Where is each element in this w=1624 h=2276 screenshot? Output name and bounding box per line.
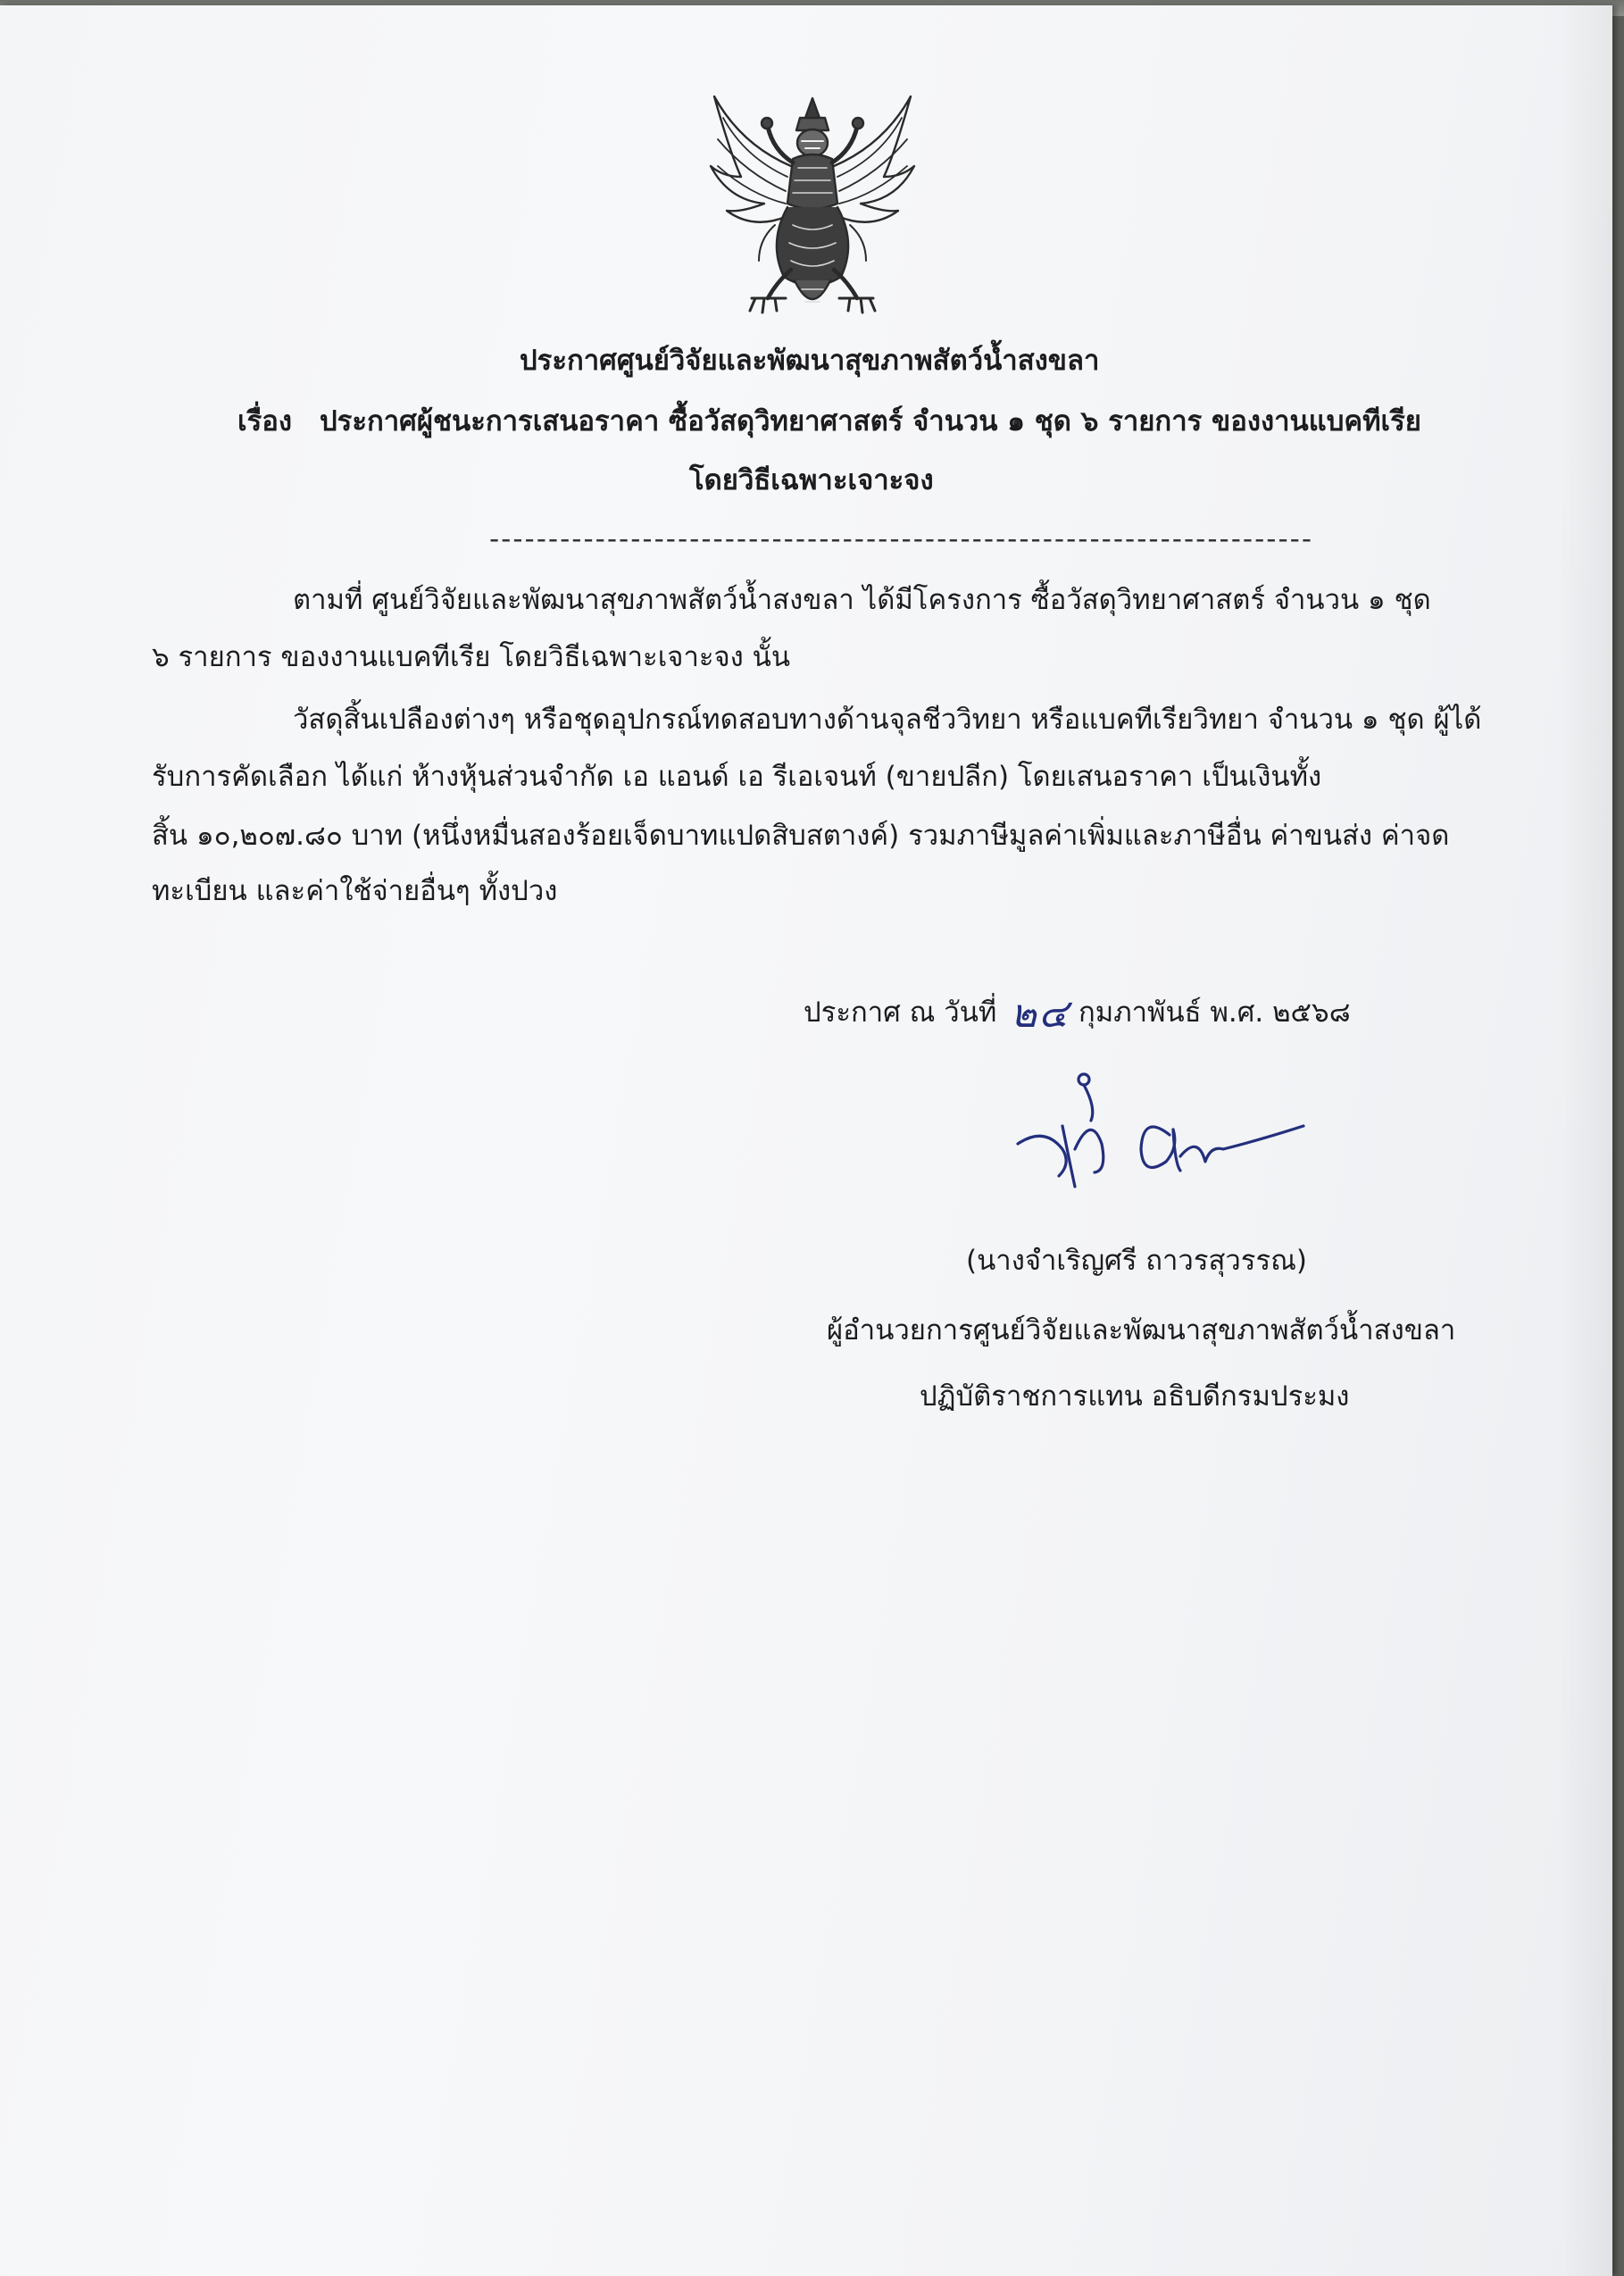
subject-text-continued: โดยวิธีเฉพาะเจาะจง <box>689 464 934 496</box>
handwritten-signature-icon <box>1009 1063 1312 1197</box>
handwritten-day: ๒๔ <box>1011 991 1070 1037</box>
header-divider: ---------------------------------------------------------------------- <box>489 523 1314 555</box>
paragraph-1-line-1: ตามที่ ศูนย์วิจัยและพัฒนาสุขภาพสัตว์น้ำสงขลา ได้มีโครงการ ซื้อวัสดุวิทยาศาสตร์ จำนวน ๑ ชุด <box>293 584 1431 616</box>
date-suffix: กุมภาพันธ์ พ.ศ. ๒๕๖๘ <box>1079 996 1351 1029</box>
paragraph-2-line-3: สิ้น ๑๐,๒๐๗.๘๐ บาท (หนึ่งหมื่นสองร้อยเจ็ดบาทแปดสิบสตางค์) รวมภาษีมูลค่าเพิ่มและภาษีอื่น ค่าขนส่ง ค่าจด <box>152 820 1450 852</box>
page-edge-shadow <box>1559 5 1612 2276</box>
paragraph-2-line-2: รับการคัดเลือก ได้แก่ ห้างหุ้นส่วนจำกัด เอ แอนด์ เอ รีเอเจนท์ (ขายปลีก) โดยเสนอราคา เป็นเงินทั้ง <box>152 761 1322 793</box>
paragraph-1-line-2: ๖ รายการ ของงานแบคทีเรีย โดยวิธีเฉพาะเจาะจง นั้น <box>152 641 791 673</box>
page-title: ประกาศศูนย์วิจัยและพัฒนาสุขภาพสัตว์น้ำสงขลา <box>520 345 1100 377</box>
subject-text: ประกาศผู้ชนะการเสนอราคา ซื้อวัสดุวิทยาศาสตร์ จำนวน ๑ ชุด ๖ รายการ ของงานแบคทีเรีย <box>320 405 1421 438</box>
document-page <box>0 5 1612 2276</box>
subject-label: เรื่อง <box>237 405 293 438</box>
signatory-position: ผู้อำนวยการศูนย์วิจัยและพัฒนาสุขภาพสัตว์น้ำสงขลา <box>827 1314 1456 1346</box>
paragraph-2-line-1: วัสดุสิ้นเปลืองต่างๆ หรือชุดอุปกรณ์ทดสอบทางด้านจุลชีววิทยา หรือแบคทีเรียวิทยา จำนวน ๑ ชุด ผู้ได้ <box>293 704 1482 736</box>
signatory-name: (นางจำเริญศรี ถาวรสุวรรณ) <box>966 1245 1307 1277</box>
signatory-acting-for: ปฏิบัติราชการแทน อธิบดีกรมประมง <box>920 1380 1350 1413</box>
garuda-emblem-icon <box>705 91 920 325</box>
date-prefix: ประกาศ ณ วันที่ <box>804 996 997 1029</box>
paragraph-2-line-4: ทะเบียน และค่าใช้จ่ายอื่นๆ ทั้งปวง <box>152 875 558 907</box>
